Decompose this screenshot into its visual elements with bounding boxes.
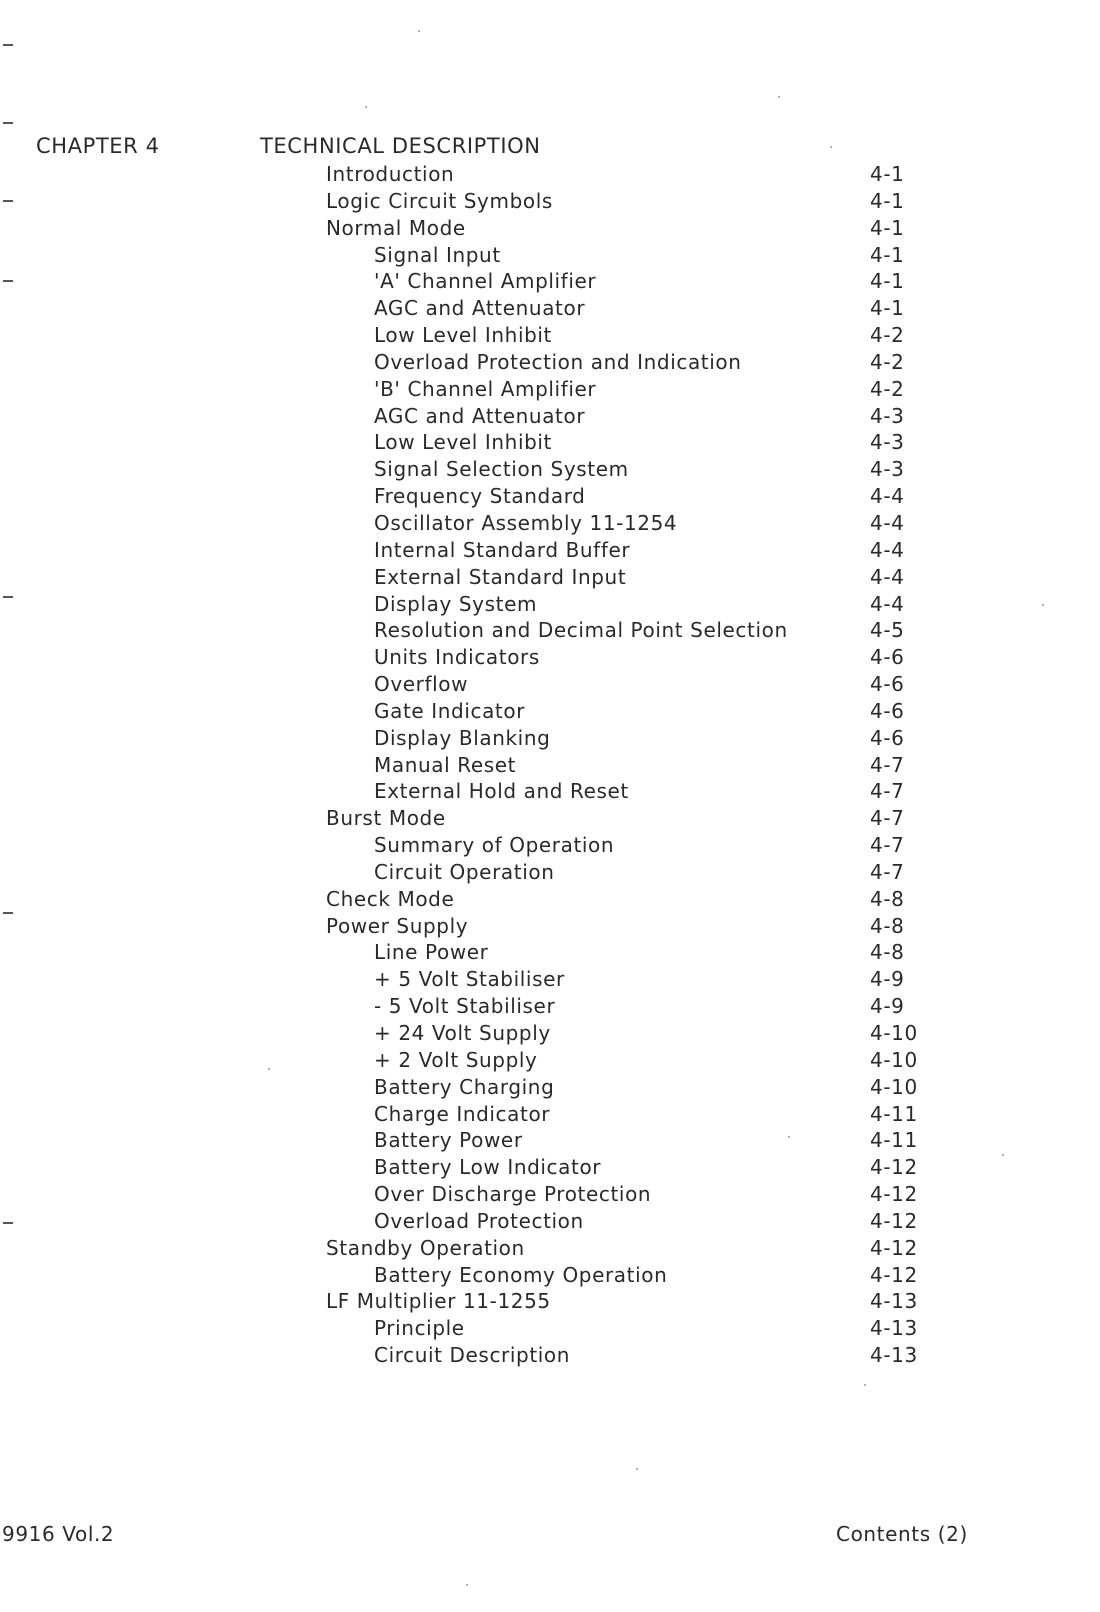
toc-entry-page: 4-3	[870, 457, 905, 482]
toc-entry-page: 4-8	[870, 886, 905, 911]
toc-entry-page: 4-4	[870, 484, 905, 509]
toc-entry-page: 4-9	[870, 994, 905, 1019]
toc-entry-title: External Hold and Reset	[374, 779, 629, 804]
toc-entry	[0, 1315, 1100, 1342]
toc-entry-title: Circuit Operation	[374, 859, 555, 884]
toc-entry-title: LF Multiplier 11-1255	[326, 1289, 551, 1314]
toc-entry	[0, 644, 1100, 671]
toc-entry	[0, 1101, 1100, 1128]
toc-entry-title: Principle	[374, 1316, 465, 1341]
toc-entry-page: 4-6	[870, 698, 905, 723]
toc-entry-title: Low Level Inhibit	[374, 430, 552, 455]
toc-entry-page: 4-13	[870, 1289, 918, 1314]
toc-entry	[0, 376, 1100, 403]
toc-entry-page: 4-3	[870, 430, 905, 455]
toc-entry-title: Display System	[374, 591, 538, 616]
toc-entry-page: 4-7	[870, 752, 905, 777]
toc-entry-page: 4-8	[870, 940, 905, 965]
toc-entry-page: 4-1	[870, 242, 905, 267]
toc-entry-page: 4-6	[870, 725, 905, 750]
toc-entry	[0, 1288, 1100, 1315]
toc-entry	[0, 1074, 1100, 1101]
toc-entry	[0, 1154, 1100, 1181]
toc-entry-page: 4-1	[870, 296, 905, 321]
toc-entry-page: 4-4	[870, 564, 905, 589]
toc-entry	[0, 778, 1100, 805]
toc-entry-title: 'A' Channel Amplifier	[374, 269, 597, 294]
scan-speck	[466, 1584, 468, 1586]
toc-entry-title: Overload Protection	[374, 1208, 584, 1233]
toc-entry	[0, 993, 1100, 1020]
toc-entry-title: External Standard Input	[374, 564, 627, 589]
toc-entry-page: 4-2	[870, 323, 905, 348]
toc-entry-title: Overflow	[374, 672, 469, 697]
toc-entry	[0, 1342, 1100, 1369]
toc-entry	[0, 322, 1100, 349]
toc-entry	[0, 188, 1100, 215]
toc-entry-title: Normal Mode	[326, 215, 466, 240]
toc-entry	[0, 725, 1100, 752]
toc-entry-page: 4-5	[870, 618, 905, 643]
scan-speck	[778, 96, 780, 98]
toc-entry	[0, 403, 1100, 430]
toc-entry-title: Frequency Standard	[374, 484, 586, 509]
scan-speck	[830, 146, 832, 148]
toc-entry-page: 4-7	[870, 833, 905, 858]
toc-entry-page: 4-12	[870, 1155, 918, 1180]
chapter-title: TECHNICAL DESCRIPTION	[260, 134, 541, 158]
toc-entry-page: 4-9	[870, 967, 905, 992]
toc-entry-page: 4-2	[870, 376, 905, 401]
toc-entry-page: 4-4	[870, 510, 905, 535]
scan-speck	[418, 30, 420, 32]
toc-entry-page: 4-12	[870, 1235, 918, 1260]
toc-entry-title: Logic Circuit Symbols	[326, 188, 553, 213]
toc-entry-title: 'B' Channel Amplifier	[374, 376, 597, 401]
toc-entry-title: Check Mode	[326, 886, 455, 911]
toc-entry-page: 4-10	[870, 1047, 918, 1072]
toc-entry	[0, 859, 1100, 886]
toc-entry-title: - 5 Volt Stabiliser	[374, 994, 556, 1019]
toc-entry-title: Burst Mode	[326, 806, 446, 831]
toc-entry	[0, 752, 1100, 779]
toc-entry-page: 4-7	[870, 779, 905, 804]
toc-entry-title: Resolution and Decimal Point Selection	[374, 618, 788, 643]
toc-entry	[0, 886, 1100, 913]
toc-entry-page: 4-13	[870, 1343, 918, 1368]
scan-speck	[636, 1468, 638, 1470]
toc-entry	[0, 671, 1100, 698]
margin-mark	[3, 44, 13, 46]
toc-entry-title: Manual Reset	[374, 752, 517, 777]
toc-entry-title: + 5 Volt Stabiliser	[374, 967, 565, 992]
toc-entry-page: 4-12	[870, 1262, 918, 1287]
toc-entry-title: Internal Standard Buffer	[374, 537, 631, 562]
toc-entry-page: 4-4	[870, 591, 905, 616]
chapter-label: CHAPTER 4	[36, 134, 160, 158]
toc-entry	[0, 1208, 1100, 1235]
toc-entry-title: Line Power	[374, 940, 489, 965]
toc-entry-title: Display Blanking	[374, 725, 551, 750]
toc-entry-title: Battery Power	[374, 1128, 523, 1153]
toc-entry	[0, 1047, 1100, 1074]
toc-entry	[0, 913, 1100, 940]
toc-entry-title: Over Discharge Protection	[374, 1182, 652, 1207]
toc-entry-title: Low Level Inhibit	[374, 323, 552, 348]
toc-entry-title: AGC and Attenuator	[374, 296, 586, 321]
toc-entry-title: Standby Operation	[326, 1235, 525, 1260]
toc-entry-page: 4-4	[870, 537, 905, 562]
toc-entry	[0, 429, 1100, 456]
scan-speck	[864, 1384, 866, 1386]
toc-entry	[0, 698, 1100, 725]
toc-entry-page: 4-2	[870, 349, 905, 374]
toc-entry	[0, 966, 1100, 993]
toc-entry-title: AGC and Attenuator	[374, 403, 586, 428]
toc-entry	[0, 349, 1100, 376]
toc-entry-page: 4-6	[870, 645, 905, 670]
toc-entry	[0, 215, 1100, 242]
toc-entry-title: Overload Protection and Indication	[374, 349, 742, 374]
toc-entry-page: 4-3	[870, 403, 905, 428]
toc-entry-title: + 2 Volt Supply	[374, 1047, 538, 1072]
toc-entry-title: Units Indicators	[374, 645, 540, 670]
toc-entry	[0, 617, 1100, 644]
toc-entry	[0, 1235, 1100, 1262]
toc-entry	[0, 161, 1100, 188]
toc-entry-page: 4-1	[870, 269, 905, 294]
toc-entry	[0, 1181, 1100, 1208]
toc-entry-page: 4-1	[870, 188, 905, 213]
toc-entry-title: Signal Input	[374, 242, 501, 267]
toc-entry	[0, 1020, 1100, 1047]
toc-entry-page: 4-1	[870, 162, 905, 186]
toc-entry-title: Battery Economy Operation	[374, 1262, 668, 1287]
toc-entry	[0, 483, 1100, 510]
toc-entry-title: Battery Low Indicator	[374, 1155, 602, 1180]
footer-page-label: Contents (2)	[836, 1522, 968, 1546]
toc-entry-title: Introduction	[326, 162, 455, 186]
toc-entry	[0, 805, 1100, 832]
toc-entry-page: 4-12	[870, 1182, 918, 1207]
toc-entry-page: 4-1	[870, 215, 905, 240]
toc-entry-page: 4-8	[870, 913, 905, 938]
toc-entry	[0, 242, 1100, 269]
toc-entry-page: 4-7	[870, 806, 905, 831]
toc-entry-page: 4-7	[870, 859, 905, 884]
toc-entry-title: Battery Charging	[374, 1074, 555, 1099]
margin-mark	[3, 122, 13, 124]
toc-entry-page: 4-10	[870, 1074, 918, 1099]
toc-entry	[0, 564, 1100, 591]
toc-entry	[0, 832, 1100, 859]
toc-entry-page: 4-11	[870, 1128, 918, 1153]
toc-entry-title: Power Supply	[326, 913, 469, 938]
toc-entry	[0, 1127, 1100, 1154]
table-of-contents	[0, 161, 1100, 1369]
toc-entry-page: 4-10	[870, 1021, 918, 1045]
toc-entry	[0, 456, 1100, 483]
toc-entry-title: Charge Indicator	[374, 1101, 551, 1126]
footer-document-id: 9916 Vol.2	[2, 1522, 115, 1546]
toc-entry-title: Signal Selection System	[374, 457, 629, 482]
toc-entry-title: Circuit Description	[374, 1343, 571, 1368]
toc-entry-page: 4-12	[870, 1208, 918, 1233]
toc-entry	[0, 537, 1100, 564]
toc-entry-title: Oscillator Assembly 11-1254	[374, 510, 678, 535]
toc-entry	[0, 268, 1100, 295]
toc-entry-title: + 24 Volt Supply	[374, 1021, 551, 1045]
toc-entry-page: 4-6	[870, 672, 905, 697]
toc-entry	[0, 295, 1100, 322]
toc-entry	[0, 939, 1100, 966]
toc-entry-page: 4-13	[870, 1316, 918, 1341]
toc-entry-title: Summary of Operation	[374, 833, 615, 858]
toc-entry-page: 4-11	[870, 1101, 918, 1126]
toc-entry	[0, 591, 1100, 618]
toc-entry-title: Gate Indicator	[374, 698, 526, 723]
scan-speck	[365, 106, 367, 108]
toc-entry	[0, 510, 1100, 537]
toc-entry	[0, 1262, 1100, 1289]
